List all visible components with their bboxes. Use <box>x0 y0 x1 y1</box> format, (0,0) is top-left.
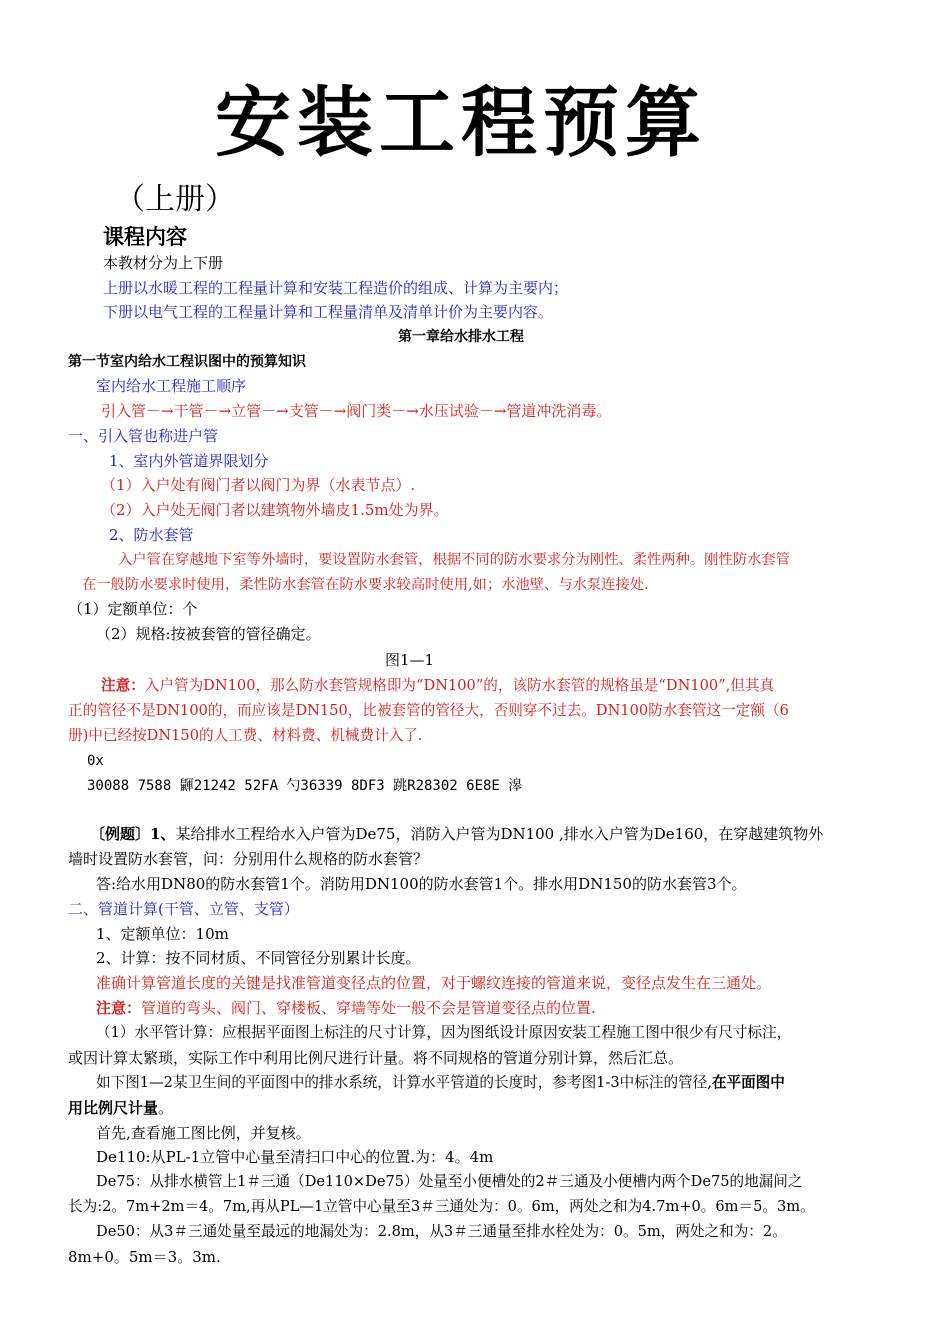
document-title: 安装工程预算 <box>215 78 707 167</box>
part2-unit: 1、定额单位：10m <box>96 925 229 943</box>
code-line-1: 0x <box>87 753 104 769</box>
figure-ref-bold: 在平面图中 <box>711 1074 785 1091</box>
order-flow: 引入管－→干管－→立管－→支管－→阀门类－→水压试验－→管道冲洗消毒。 <box>101 402 612 420</box>
part2-key-point: 准确计算管道长度的关键是找准管道变径点的位置，对于螺纹连接的管道来说，变径点发生在三通处。 <box>96 974 772 992</box>
code-line-2: 30088 7588 鼲21242 52FA 勺36339 8DF3 跳R28302 6E8E 滜 <box>87 778 523 794</box>
volume-subtitle: （上册） <box>115 182 235 217</box>
example-line-2: 墙时设置防水套管，问：分别用什么规格的防水套管？ <box>68 850 429 868</box>
de75-calc-1: De75：从排水横管上1＃三通（De110×De75）处量至小便槽处的2＃三通及小便槽内两个De75的地漏间之 <box>96 1173 803 1190</box>
de50-calc-2: 8m+0。5m＝3。3m. <box>68 1248 221 1266</box>
part2-note-label: 注意： <box>96 999 142 1017</box>
check-scale: 首先,查看施工图比例，并复核。 <box>96 1124 311 1142</box>
figure-ref-line-1 <box>96 1073 785 1093</box>
note-line-2: 正的管径不是DN100的，而应该是DN150，比被套管的管径大，否则穿不过去。DN100防水套管这一定额（6 <box>68 702 789 719</box>
example-answer: 答:给水用DN80的防水套管1个。消防用DN100的防水套管1个。排水用DN150的防水套管3个。 <box>96 875 747 893</box>
figure-ref-bold-2: 用比例尺计量 <box>68 1099 159 1117</box>
chapter-heading: 第一章给水排水工程 <box>398 329 524 345</box>
part2-heading: 二、管道计算(干管、立管、支管） <box>68 900 299 918</box>
sleeve-unit: （1）定额单位：个 <box>68 600 198 618</box>
part2-note <box>96 998 596 1018</box>
note-line-1 <box>101 676 774 696</box>
part1-subheading-2: 2、防水套管 <box>109 526 194 544</box>
part1-heading: 一、引入管也称进户管 <box>68 427 219 445</box>
intro-line-3: 下册以电气工程的工程量计算和工程量清单及清单计价为主要内容。 <box>103 303 554 321</box>
intro-line-2: 上册以水暖工程的工程量计算和安装工程造价的组成、计算为主要内； <box>103 279 569 297</box>
example-label: 〔例题〕1、 <box>90 825 176 843</box>
course-heading: 课程内容 <box>103 225 187 249</box>
example-text-1: 某给排水工程给水入户管为De75，消防入户管为DN100 ,排水入户管为De160，在穿越建筑物外 <box>175 825 824 843</box>
part2-calc: 2、计算：按不同材质、不同管径分别累计长度。 <box>96 949 421 967</box>
horizontal-calc-1: （1）水平管计算：应根据平面图上标注的尺寸计算，因为图纸设计原因安装工程施工图中很少有尺寸标注， <box>96 1024 792 1041</box>
de75-calc-2: 长为:2。7m+2m＝4。7m,再从PL—1立管中心量至3＃三通处为：0。6m，两处之和为4.7m+0。6m＝5。3m。 <box>68 1198 815 1215</box>
figure-ref-line-2 <box>68 1098 173 1118</box>
horizontal-calc-2: 或因计算太繁琐，实际工作中利用比例尺进行计量。将不同规格的管道分别计算，然后汇总。 <box>68 1049 684 1067</box>
figure-caption: 图1—1 <box>385 651 435 669</box>
de50-calc-1: De50：从3＃三通处量至最远的地漏处为：2.8m，从3＃三通量至排水栓处为：0。5m，两处之和为：2。 <box>96 1223 787 1240</box>
example-line-1 <box>90 824 823 844</box>
note-text-1: 入户管为DN100，那么防水套管规格即为“DN100”的，该防水套管的规格虽是“DN100”,但其真 <box>144 677 775 694</box>
part1-subheading-1: 1、室内外管道界限划分 <box>109 452 269 470</box>
sleeve-spec: （2）规格:按被套管的管径确定。 <box>96 625 321 643</box>
note-label: 注意： <box>101 677 145 694</box>
note-line-3: 册)中已经按DN150的人工费、材料费、机械费计入了. <box>68 727 423 744</box>
figure-ref-end: 。 <box>158 1099 174 1117</box>
part2-note-text: 管道的弯头、阀门、穿楼板、穿墙等处一般不会是管道变径点的位置. <box>141 999 596 1017</box>
sleeve-text-2: 在一般防水要求时使用，柔性防水套管在防水要求较高时使用,如；水池壁、与水泵连接处. <box>82 577 649 593</box>
de110-calc: De110:从PL-1立管中心量至清扫口中心的位置.为：4。4m <box>96 1148 494 1166</box>
figure-ref-text: 如下图1—2某卫生间的平面图中的排水系统，计算水平管道的长度时，参考图1-3中标注的管径, <box>96 1074 712 1091</box>
part1-rule-b: （2）入户处无阀门者以建筑物外墙皮1.5m处为界。 <box>101 501 449 519</box>
intro-line-1: 本教材分为上下册 <box>103 254 224 272</box>
sleeve-text-1: 入户管在穿越地下室等外墙时，要设置防水套管，根据不同的防水要求分为刚性、柔性两种。刚性防水套管 <box>118 552 790 568</box>
part1-rule-a: （1）入户处有阀门者以阀门为界（水表节点）. <box>101 476 416 494</box>
order-title: 室内给水工程施工顺序 <box>96 377 247 395</box>
section-heading: 第一节室内给水工程识图中的预算知识 <box>68 354 306 370</box>
